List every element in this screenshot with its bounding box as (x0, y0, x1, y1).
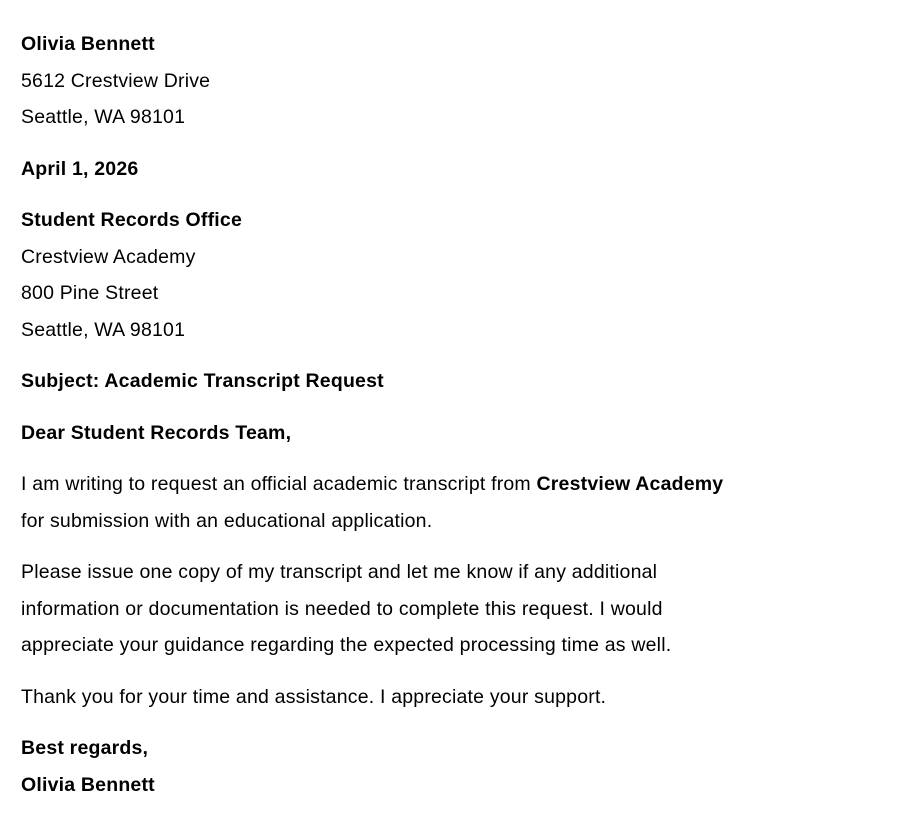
paragraph-2-line-3: appreciate your guidance regarding the expected processing time as well. (21, 634, 672, 656)
sender-address-block (21, 26, 878, 136)
sender-city-state-zip: Seattle, WA 98101 (21, 106, 186, 128)
recipient-city-state-zip: Seattle, WA 98101 (21, 318, 186, 341)
sender-street: 5612 Crestview Drive (21, 69, 211, 92)
paragraph-1-line-1-text: I am writing to request an official academic transcript from (21, 473, 537, 495)
paragraph-1-line-2: for submission with an educational application. (21, 509, 433, 532)
recipient-office: Student Records Office (21, 209, 242, 231)
salutation-block (21, 415, 878, 452)
organization-emphasis: Crestview Academy (536, 473, 724, 495)
subject-block (21, 363, 878, 400)
body-paragraph-3 (21, 679, 878, 716)
letter-date: April 1, 2026 (21, 157, 139, 180)
recipient-organization: Crestview Academy (21, 245, 196, 268)
salutation-line: Dear Student Records Team, (21, 421, 292, 444)
recipient-street: 800 Pine Street (21, 282, 159, 304)
letter-date-block (21, 151, 878, 188)
paragraph-2-line-1: Please issue one copy of my transcript and let me know if any additional (21, 561, 658, 583)
paragraph-1-line-1 (21, 466, 878, 503)
closing-block (21, 730, 878, 803)
body-paragraph-2 (21, 554, 878, 664)
closing-signature: Olivia Bennett (21, 773, 155, 796)
paragraph-3-line-1: Thank you for your time and assistance. I appreciate your support. (21, 685, 607, 708)
sender-name: Olivia Bennett (21, 33, 155, 55)
closing-salutation: Best regards, (21, 737, 149, 759)
paragraph-2-line-2: information or documentation is needed to complete this request. I would (21, 597, 663, 620)
body-paragraph-1 (21, 466, 878, 539)
subject-line: Subject: Academic Transcript Request (21, 370, 384, 392)
recipient-address-block (21, 202, 878, 348)
